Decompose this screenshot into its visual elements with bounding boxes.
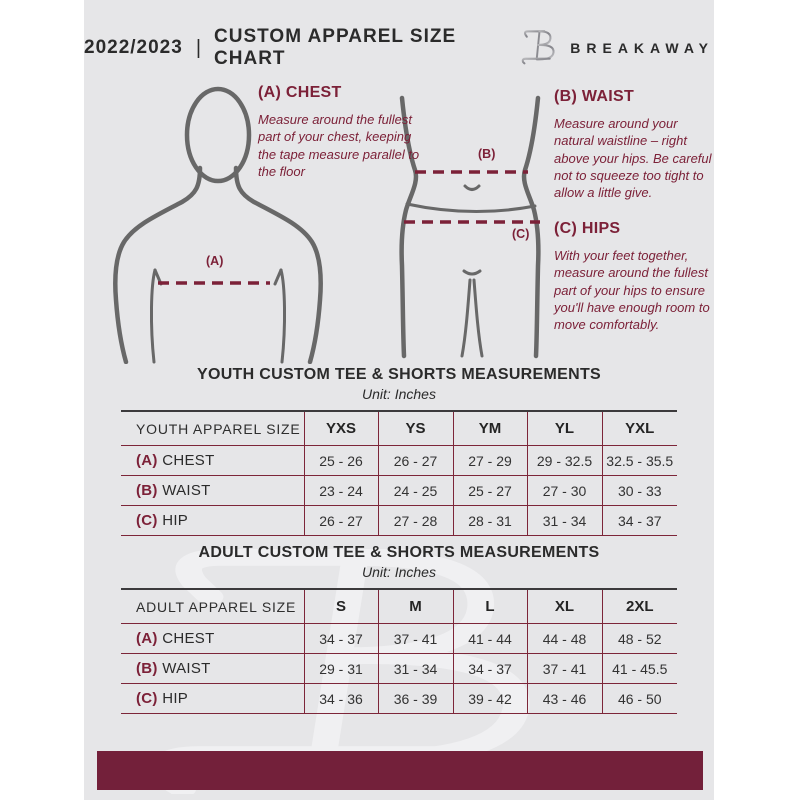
cell: 25 - 27 bbox=[453, 476, 527, 506]
column-header: YS bbox=[378, 411, 453, 446]
adult-section bbox=[84, 544, 714, 714]
youth-section-title: YOUTH CUSTOM TEE & SHORTS MEASUREMENTS bbox=[196, 366, 602, 383]
waist-guide-heading: (B) WAIST bbox=[554, 88, 635, 105]
cell: 26 - 27 bbox=[304, 506, 378, 536]
cell: 31 - 34 bbox=[378, 654, 453, 684]
hip-marker: (C) bbox=[512, 227, 530, 241]
cell: 31 - 34 bbox=[527, 506, 602, 536]
row-label: (B) WAIST bbox=[136, 482, 211, 499]
cell: 27 - 29 bbox=[453, 446, 527, 476]
cell: 34 - 37 bbox=[453, 654, 527, 684]
adult-header-row bbox=[121, 589, 677, 624]
cell: 37 - 41 bbox=[378, 624, 453, 654]
adult-section-title: ADULT CUSTOM TEE & SHORTS MEASUREMENTS bbox=[198, 544, 600, 561]
cell: 30 - 33 bbox=[602, 476, 677, 506]
cell: 46 - 50 bbox=[602, 684, 677, 714]
cell: 41 - 44 bbox=[453, 624, 527, 654]
row-label: (A) CHEST bbox=[136, 452, 215, 469]
youth-size-column-header: YOUTH APPAREL SIZE bbox=[136, 420, 301, 437]
column-header: 2XL bbox=[602, 589, 677, 624]
waist-marker: (B) bbox=[478, 147, 496, 161]
chest-guide-heading: (A) CHEST bbox=[258, 84, 342, 101]
page-title: CUSTOM APPAREL SIZE CHART bbox=[214, 26, 457, 69]
youth-section bbox=[84, 366, 714, 536]
footer-bar bbox=[97, 751, 703, 790]
cell: 27 - 28 bbox=[378, 506, 453, 536]
cell: 43 - 46 bbox=[527, 684, 602, 714]
youth-unit-label: Unit: Inches bbox=[362, 386, 436, 402]
waist-guide bbox=[554, 88, 714, 201]
chest-guide bbox=[258, 84, 428, 180]
table-row bbox=[121, 624, 677, 654]
cell: 32.5 - 35.5 bbox=[602, 446, 677, 476]
row-label: (C) HIP bbox=[136, 690, 189, 707]
cell: 27 - 30 bbox=[527, 476, 602, 506]
hips-guide bbox=[554, 220, 714, 333]
cell: 48 - 52 bbox=[602, 624, 677, 654]
row-label: (A) CHEST bbox=[136, 630, 215, 647]
column-header: YXL bbox=[602, 411, 677, 446]
cell: 25 - 26 bbox=[304, 446, 378, 476]
adult-size-column-header: ADULT APPAREL SIZE bbox=[136, 598, 297, 615]
cell: 37 - 41 bbox=[527, 654, 602, 684]
column-header: L bbox=[453, 589, 527, 624]
column-header: S bbox=[304, 589, 378, 624]
cell: 23 - 24 bbox=[304, 476, 378, 506]
column-header: XL bbox=[527, 589, 602, 624]
cell: 39 - 42 bbox=[453, 684, 527, 714]
table-row bbox=[121, 476, 677, 506]
chest-marker: (A) bbox=[206, 254, 224, 268]
cell: 34 - 37 bbox=[304, 624, 378, 654]
youth-header-row bbox=[121, 411, 677, 446]
cell: 26 - 27 bbox=[378, 446, 453, 476]
hips-guide-heading: (C) HIPS bbox=[554, 220, 621, 237]
cell: 36 - 39 bbox=[378, 684, 453, 714]
edition-label: 2022/2023 bbox=[84, 37, 183, 58]
row-label: (B) WAIST bbox=[136, 660, 211, 677]
cell: 44 - 48 bbox=[527, 624, 602, 654]
chest-guide-text: Measure around the fullest part of your chest, keeping the tape measure parallel to the floor bbox=[258, 112, 420, 179]
column-header: YXS bbox=[304, 411, 378, 446]
cell: 34 - 37 bbox=[602, 506, 677, 536]
cell: 41 - 45.5 bbox=[602, 654, 677, 684]
youth-size-table bbox=[121, 410, 677, 536]
table-row bbox=[121, 684, 677, 714]
header-divider: | bbox=[195, 36, 202, 59]
brand-name: BREAKAWAY bbox=[570, 40, 714, 56]
cell: 28 - 31 bbox=[453, 506, 527, 536]
breakaway-logo-icon bbox=[519, 23, 560, 67]
waist-guide-text: Measure around your natural waistline – right above your hips. Be careful not to squeeze too tight to allow a little give. bbox=[554, 116, 712, 201]
cell: 24 - 25 bbox=[378, 476, 453, 506]
column-header: YM bbox=[453, 411, 527, 446]
hips-guide-text: With your feet together, measure around the fullest part of your hips to ensure you'll have enough room to move comfortably. bbox=[554, 248, 710, 333]
column-header: YL bbox=[527, 411, 602, 446]
table-row bbox=[121, 446, 677, 476]
size-chart-page bbox=[84, 0, 714, 800]
row-label: (C) HIP bbox=[136, 512, 189, 529]
adult-unit-label: Unit: Inches bbox=[362, 564, 436, 580]
header bbox=[84, 26, 714, 70]
table-row bbox=[121, 506, 677, 536]
cell: 29 - 31 bbox=[304, 654, 378, 684]
column-header: M bbox=[378, 589, 453, 624]
table-row bbox=[121, 654, 677, 684]
cell: 34 - 36 bbox=[304, 684, 378, 714]
cell: 29 - 32.5 bbox=[527, 446, 602, 476]
adult-size-table bbox=[121, 588, 677, 714]
